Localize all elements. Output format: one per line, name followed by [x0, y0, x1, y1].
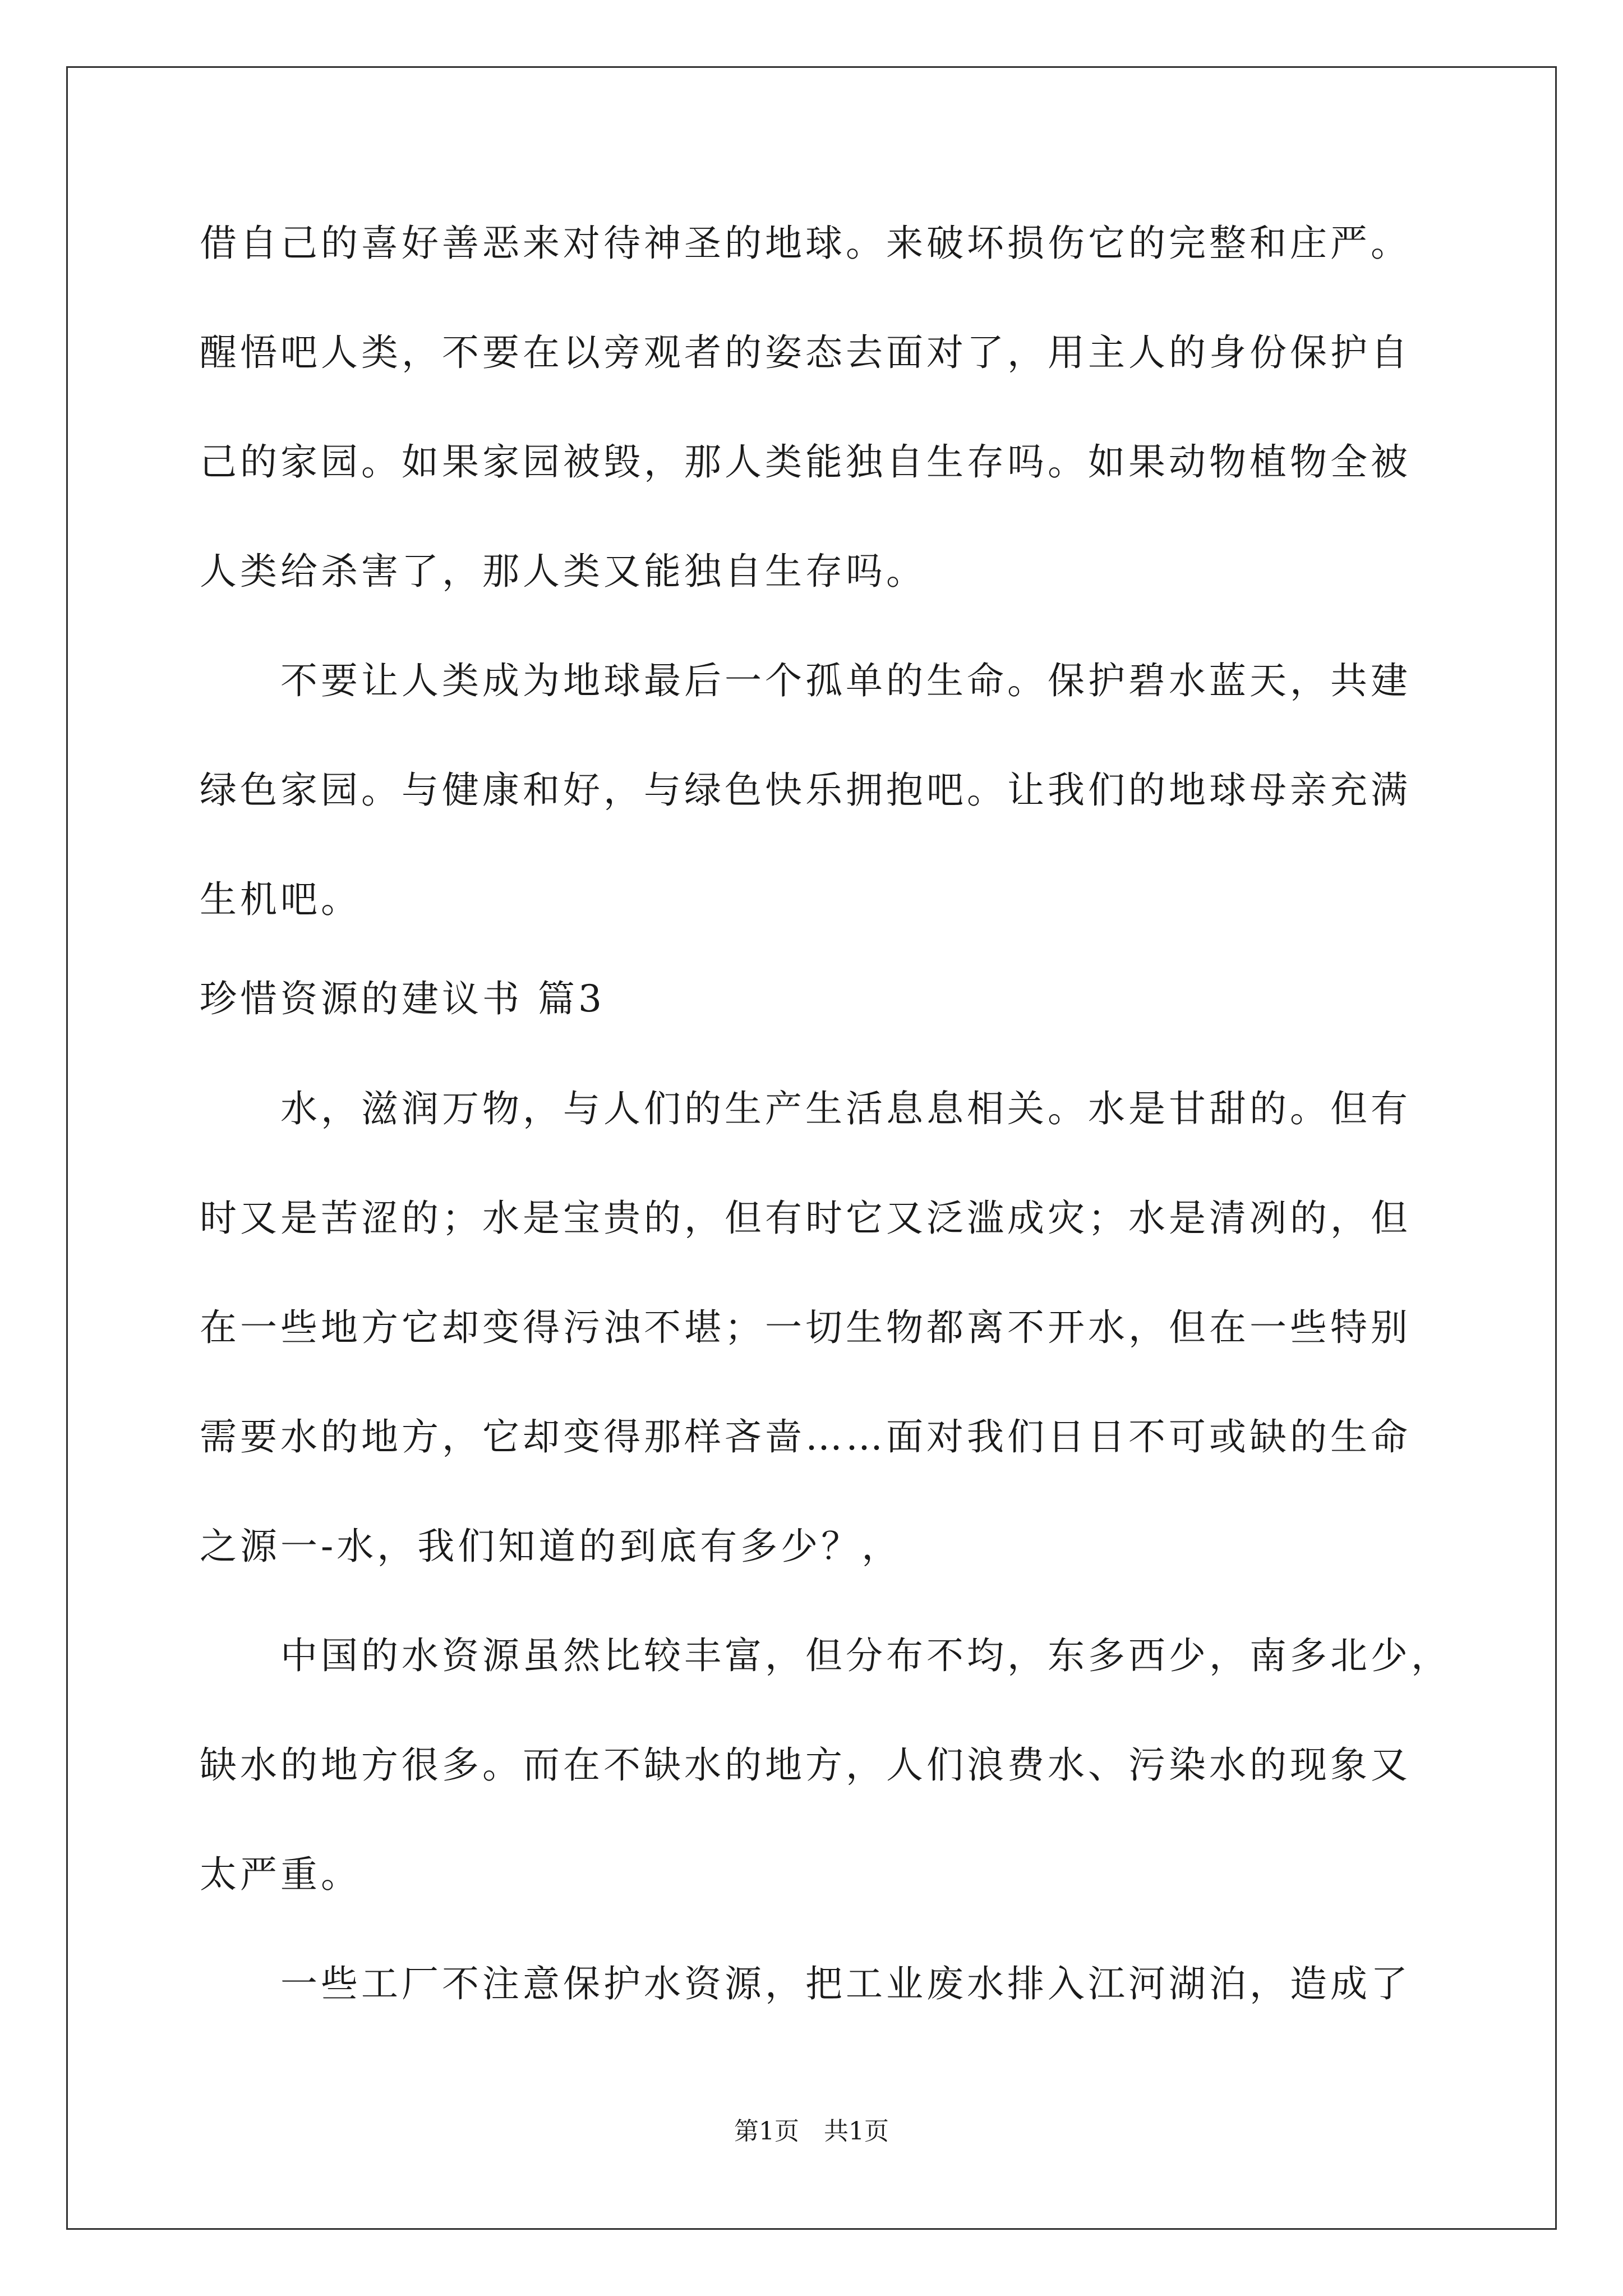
text-line: 一些工厂不注意保护水资源，把工业废水排入江河湖泊，造成了	[200, 1962, 1411, 2005]
text-line: 在一些地方它却变得污浊不堪；一切生物都离不开水，但在一些特别	[200, 1306, 1411, 1349]
page-footer: 第1页 共1页	[734, 2117, 889, 2146]
section-heading: 珍惜资源的建议书 篇3	[200, 977, 605, 1020]
text-line: 生机吧。	[200, 878, 361, 921]
text-line: 己的家园。如果家园被毁，那人类能独自生存吗。如果动物植物全被	[200, 440, 1411, 484]
text-line: 时又是苦涩的；水是宝贵的，但有时它又泛滥成灾；水是清冽的，但	[200, 1197, 1411, 1240]
page-border	[66, 66, 1557, 2230]
text-line: 缺水的地方很多。而在不缺水的地方，人们浪费水、污染水的现象又	[200, 1743, 1411, 1787]
text-line: 需要水的地方，它却变得那样吝啬……面对我们日日不可或缺的生命	[200, 1415, 1411, 1458]
text-line: 之源一-水，我们知道的到底有多少？，	[200, 1525, 902, 1568]
text-line: 借自己的喜好善恶来对待神圣的地球。来破坏损伤它的完整和庄严。	[200, 222, 1411, 265]
text-line: 人类给杀害了，那人类又能独自生存吗。	[200, 550, 926, 593]
text-line: 不要让人类成为地球最后一个孤单的生命。保护碧水蓝天，共建	[200, 659, 1411, 702]
text-line: 醒悟吧人类，不要在以旁观者的姿态去面对了，用主人的身份保护自	[200, 331, 1411, 374]
text-line: 太严重。	[200, 1853, 361, 1896]
text-line: 水，滋润万物，与人们的生产生活息息相关。水是甘甜的。但有	[200, 1087, 1411, 1130]
text-line: 中国的水资源虽然比较丰富，但分布不均，东多西少，南多北少，	[200, 1634, 1451, 1677]
text-line: 绿色家园。与健康和好，与绿色快乐拥抱吧。让我们的地球母亲充满	[200, 769, 1411, 812]
